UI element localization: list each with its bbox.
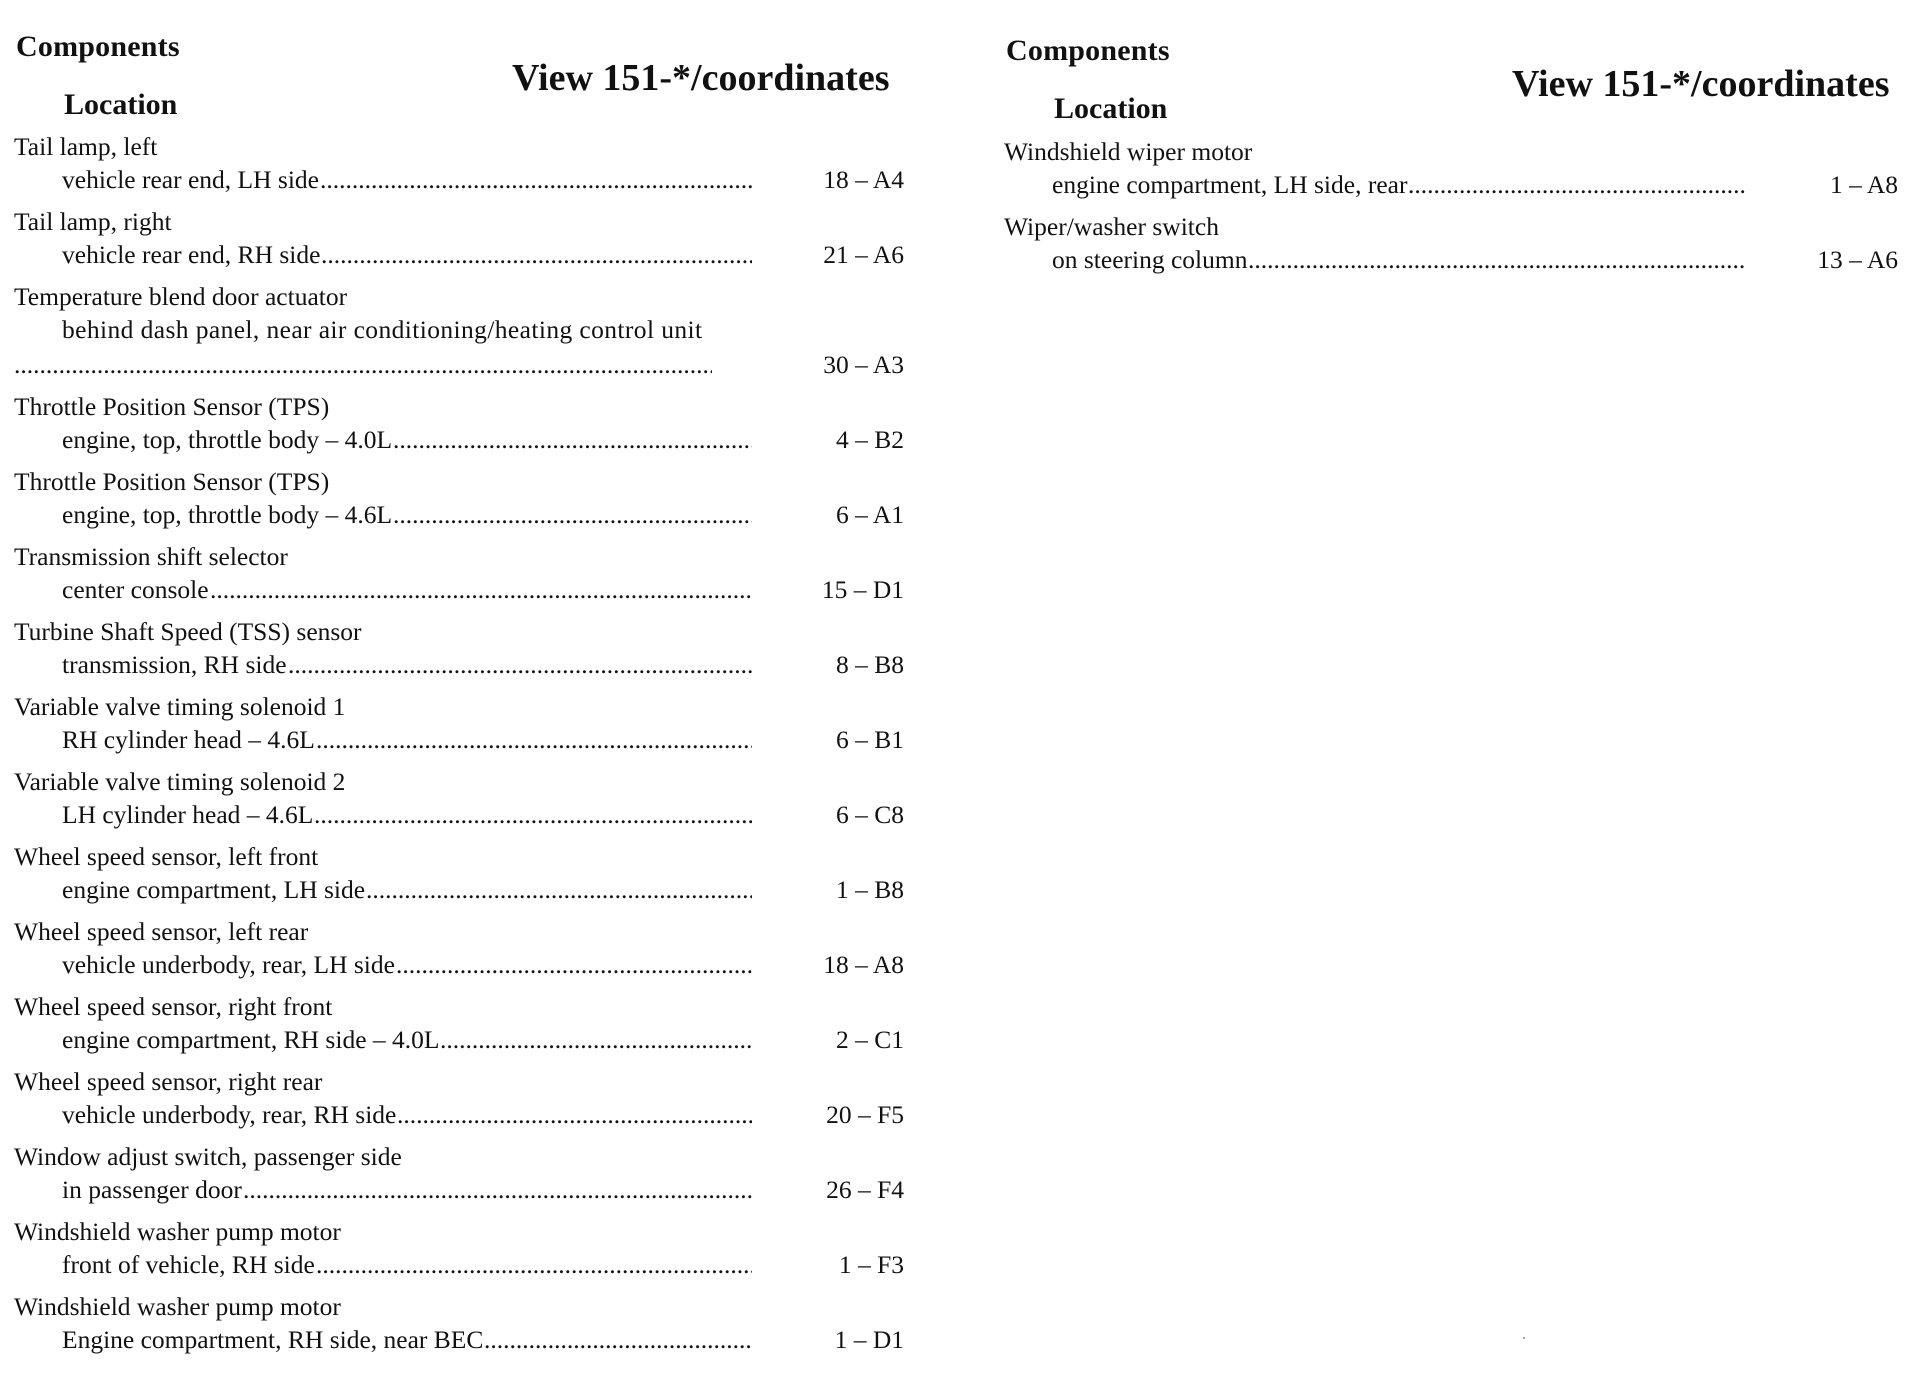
leader-dots: [1408, 168, 1745, 201]
location-row: [1004, 168, 1898, 201]
component-location: vehicle rear end, LH side: [62, 165, 320, 194]
view-coordinate: 30 – A3: [823, 350, 904, 379]
location-row: [14, 163, 904, 196]
component-name: Throttle Position Sensor (TPS): [14, 392, 330, 421]
left-entry-list: [14, 130, 904, 1365]
component-location: engine compartment, RH side – 4.0L: [62, 1025, 440, 1054]
leader-dots: [1248, 243, 1745, 276]
component-location: center console: [62, 575, 209, 604]
location-row: [14, 238, 904, 271]
view-coordinate: 1 – A8: [1829, 170, 1898, 199]
location-row: [14, 1173, 904, 1206]
leader-dots: [366, 873, 752, 906]
leader-dots: [397, 1098, 752, 1131]
component-name: Variable valve timing solenoid 2: [14, 767, 346, 796]
component-entry: [14, 990, 904, 1056]
component-location: engine, top, throttle body – 4.6L: [62, 500, 393, 529]
leader-dots: [316, 723, 752, 756]
leader-dots: [314, 798, 752, 831]
component-name: Wiper/washer switch: [1004, 212, 1219, 241]
view-coordinate: 8 – B8: [835, 650, 904, 679]
component-name: Variable valve timing solenoid 1: [14, 692, 346, 721]
location-row: [14, 1098, 904, 1131]
location-heading: Location: [1054, 92, 1168, 125]
location-row: [14, 948, 904, 981]
view-coordinate: 21 – A6: [823, 240, 904, 269]
leader-dots: [288, 648, 752, 681]
component-entry: [14, 690, 904, 756]
leader-dots: [440, 1023, 752, 1056]
component-entry: [14, 765, 904, 831]
component-name: Turbine Shaft Speed (TSS) sensor: [14, 617, 362, 646]
location-heading: Location: [64, 88, 178, 121]
view-coordinate: 1 – D1: [834, 1325, 904, 1354]
right-entry-list: [1004, 135, 1898, 285]
location-row: [1004, 243, 1898, 276]
view-coordinates-heading: View 151-*/coordinates: [512, 57, 890, 99]
view-coordinate: 26 – F4: [826, 1175, 904, 1204]
component-location: transmission, RH side: [62, 650, 287, 679]
location-row: [14, 573, 904, 606]
components-heading: Components: [16, 30, 180, 63]
component-name: Transmission shift selector: [14, 542, 288, 571]
component-location: vehicle rear end, RH side: [62, 240, 321, 269]
component-name: Window adjust switch, passenger side: [14, 1142, 402, 1171]
location-row: [14, 873, 904, 906]
component-location: on steering column: [1052, 245, 1248, 274]
component-name: Wheel speed sensor, right rear: [14, 1067, 323, 1096]
leader-dots: [393, 423, 752, 456]
component-entry: [14, 1215, 904, 1281]
leader-dots: [396, 948, 752, 981]
component-entry: [14, 1140, 904, 1206]
component-location: engine compartment, LH side, rear: [1052, 170, 1408, 199]
view-coordinate: 6 – C8: [835, 800, 904, 829]
leader-dots: [320, 163, 752, 196]
component-location: vehicle underbody, rear, LH side: [62, 950, 395, 979]
view-coordinate: 13 – A6: [1817, 245, 1898, 274]
leader-dots: [210, 573, 752, 606]
leader-dots: [484, 1323, 752, 1356]
component-location: behind dash panel, near air conditioning/heating control unit: [62, 315, 703, 344]
component-entry: [1004, 135, 1898, 201]
view-coordinate: 6 – A1: [835, 500, 904, 529]
view-coordinate: 15 – D1: [821, 575, 904, 604]
component-location: front of vehicle, RH side: [62, 1250, 315, 1279]
location-row: [14, 1248, 904, 1281]
view-coordinate: 20 – F5: [826, 1100, 904, 1129]
component-name: Temperature blend door actuator: [14, 282, 348, 311]
component-entry: [1004, 210, 1898, 276]
component-name: Windshield washer pump motor: [14, 1292, 341, 1321]
component-location: Engine compartment, RH side, near BEC: [62, 1325, 484, 1354]
component-location: vehicle underbody, rear, RH side: [62, 1100, 397, 1129]
component-entry: [14, 465, 904, 531]
component-name: Tail lamp, right: [14, 207, 172, 236]
leader-dots: [243, 1173, 752, 1206]
view-coordinate: 1 – B8: [835, 875, 904, 904]
component-entry: [14, 1290, 904, 1356]
view-coordinates-heading: View 151-*/coordinates: [1512, 63, 1890, 105]
location-row: [14, 723, 904, 756]
component-name: Wheel speed sensor, left front: [14, 842, 319, 871]
view-coordinate: 18 – A8: [823, 950, 904, 979]
component-location: in passenger door: [62, 1175, 242, 1204]
leader-dots: [14, 348, 712, 381]
location-row: [14, 648, 904, 681]
location-row: [14, 423, 904, 456]
view-coordinate: 4 – B2: [835, 425, 904, 454]
scan-speck: [1523, 1337, 1525, 1339]
location-row: [14, 1323, 904, 1356]
location-row: [14, 1023, 904, 1056]
component-entry: [14, 915, 904, 981]
location-row: [14, 798, 904, 831]
leader-dots: [321, 238, 752, 271]
component-location: RH cylinder head – 4.6L: [62, 725, 315, 754]
component-entry: [14, 280, 904, 381]
component-name: Windshield washer pump motor: [14, 1217, 341, 1246]
component-location: LH cylinder head – 4.6L: [62, 800, 314, 829]
component-entry: [14, 390, 904, 456]
location-row: [14, 498, 904, 531]
component-entry: [14, 540, 904, 606]
view-coordinate: 2 – C1: [835, 1025, 904, 1054]
component-entry: [14, 840, 904, 906]
component-name: Wheel speed sensor, left rear: [14, 917, 309, 946]
component-name: Throttle Position Sensor (TPS): [14, 467, 330, 496]
leader-dots: [393, 498, 752, 531]
component-name: Wheel speed sensor, right front: [14, 992, 333, 1021]
components-heading: Components: [1006, 34, 1170, 67]
component-location: engine compartment, LH side: [62, 875, 366, 904]
view-coordinate: 1 – F3: [838, 1250, 904, 1279]
view-coordinate: 18 – A4: [823, 165, 904, 194]
leader-row: [14, 348, 904, 381]
leader-dots: [316, 1248, 752, 1281]
component-location: engine, top, throttle body – 4.0L: [62, 425, 393, 454]
component-name: Windshield wiper motor: [1004, 137, 1253, 166]
component-name: Tail lamp, left: [14, 132, 158, 161]
component-entry: [14, 615, 904, 681]
component-entry: [14, 205, 904, 271]
component-entry: [14, 130, 904, 196]
view-coordinate: 6 – B1: [835, 725, 904, 754]
component-entry: [14, 1065, 904, 1131]
